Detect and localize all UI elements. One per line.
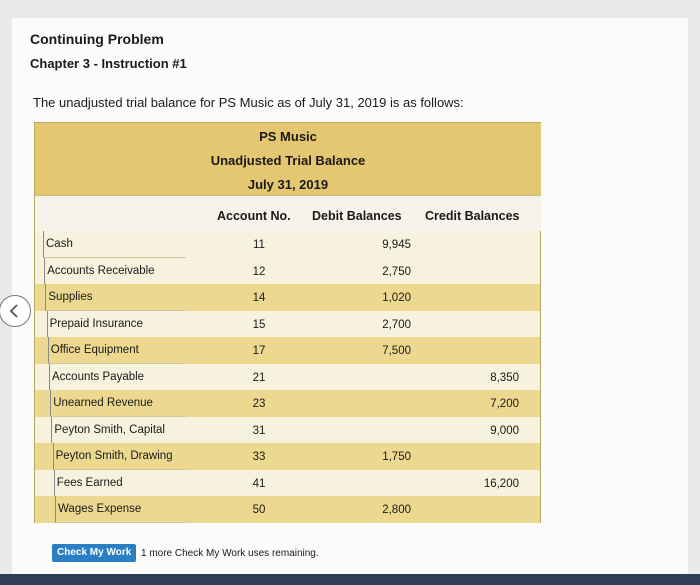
table-row: [35, 231, 541, 258]
credit-amount: 7,200: [490, 398, 519, 410]
account-number: 11: [253, 239, 265, 251]
table-row: [35, 258, 541, 285]
debit-amount: 9,945: [382, 239, 411, 251]
statement-date: July 31, 2019: [247, 177, 329, 192]
table-row: [35, 443, 541, 470]
remaining-attempts-text: 1 more Check My Work uses remaining.: [141, 548, 319, 559]
col-credit: Credit Balances: [425, 209, 520, 223]
account-number: 31: [252, 424, 266, 437]
account-number: 15: [252, 318, 266, 331]
account-number: 33: [252, 451, 266, 463]
table-row: [35, 417, 541, 444]
table-right-edge: [540, 231, 541, 523]
table-row: [35, 311, 541, 338]
check-my-work-button[interactable]: Check My Work: [52, 544, 136, 562]
debit-amount: 2,700: [382, 318, 411, 331]
debit-amount: 7,500: [382, 345, 411, 357]
table-row: [35, 364, 541, 391]
account-name: Peyton Smith, Capital: [54, 423, 165, 436]
account-number: 23: [252, 398, 266, 410]
table-header: [35, 123, 541, 195]
credit-amount: 8,350: [490, 371, 519, 384]
credit-amount: 9,000: [490, 424, 519, 437]
statement-title: Unadjusted Trial Balance: [210, 153, 366, 168]
account-name: Fees Earned: [56, 476, 123, 489]
table-row: [35, 390, 541, 417]
account-number: 12: [252, 265, 266, 278]
col-debit: Debit Balances: [312, 209, 402, 223]
account-name: Office Equipment: [50, 344, 139, 356]
col-account-no: Account No.: [217, 209, 291, 223]
account-number: 14: [252, 292, 266, 304]
account-number: 41: [252, 477, 266, 490]
intro-text: The unadjusted trial balance for PS Music as of July 31, 2019 is as follows:: [33, 95, 464, 110]
account-name: Peyton Smith, Drawing: [55, 450, 173, 462]
page-subtitle: Chapter 3 - Instruction #1: [30, 56, 187, 71]
account-number: 17: [252, 345, 266, 357]
account-name: Cash: [46, 238, 73, 250]
bottom-bar: [0, 574, 700, 585]
account-number: 21: [252, 371, 266, 384]
table-row: [35, 337, 541, 364]
chevron-left-icon: [7, 303, 23, 319]
table-row: [35, 284, 541, 311]
company-name: PS Music: [259, 129, 317, 144]
debit-amount: 2,800: [382, 504, 411, 516]
account-name: Prepaid Insurance: [49, 317, 143, 330]
debit-amount: 2,750: [382, 265, 411, 278]
account-name: Unearned Revenue: [53, 397, 153, 409]
column-headers: [35, 195, 541, 232]
back-button[interactable]: [0, 295, 31, 327]
account-name: Supplies: [48, 291, 93, 303]
table-row: [35, 470, 541, 497]
debit-amount: 1,020: [382, 292, 411, 304]
account-name: Accounts Payable: [52, 370, 145, 383]
account-number: 50: [252, 504, 266, 516]
page-title: Continuing Problem: [30, 31, 164, 47]
trial-balance-table: [34, 122, 541, 523]
account-name: Accounts Receivable: [47, 264, 155, 277]
credit-amount: 16,200: [483, 477, 519, 490]
debit-amount: 1,750: [382, 451, 411, 463]
account-name: Wages Expense: [58, 503, 142, 515]
table-row: [35, 496, 541, 523]
